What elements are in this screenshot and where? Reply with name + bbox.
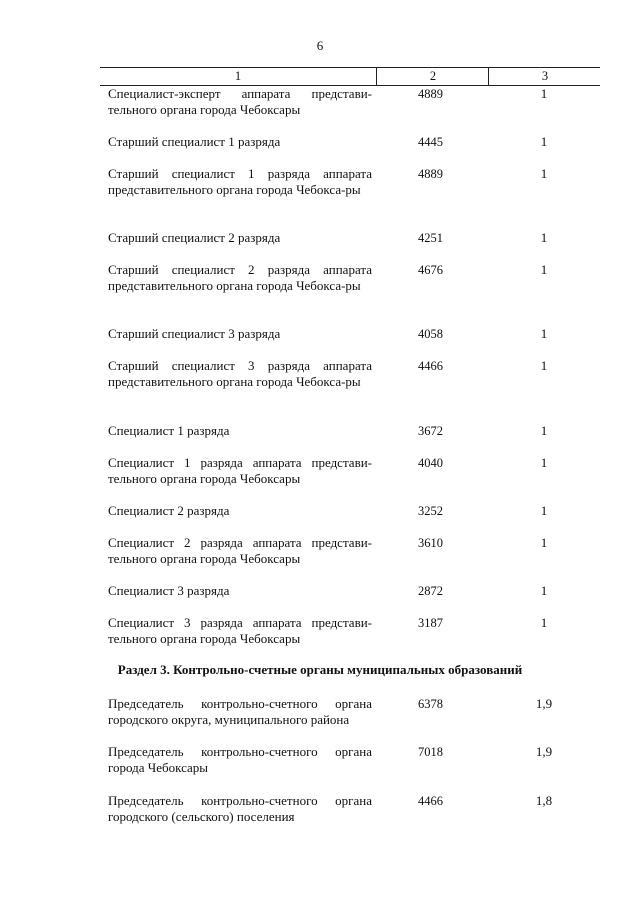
position-name: Старший специалист 3 разряда аппарата представительного органа города Чебокса-ры [108,358,372,389]
salary-value: 3672 [418,424,443,438]
coefficient-value: 1 [540,134,548,149]
salary-value: 6378 [418,697,443,711]
coefficient-value: 1 [540,230,548,245]
position-name: Специалист 1 разряда [108,423,230,438]
position-name: Старший специалист 3 разряда [108,326,281,341]
salary-value: 3187 [418,616,443,630]
coefficient-value: 1 [540,86,548,101]
salary-value: 4466 [418,359,443,373]
position-name: Старший специалист 1 разряда [108,134,281,149]
salary-value: 2872 [418,584,443,598]
salary-value: 4251 [418,231,443,245]
position-name: Старший специалист 1 разряда аппарата представительного органа города Чебокса-ры [108,166,372,197]
header-col-3: 3 [488,68,601,85]
coefficient-value: 1,8 [535,793,553,808]
salary-value: 4889 [418,87,443,101]
salary-value: 4040 [418,456,443,470]
coefficient-value: 1,9 [535,744,553,759]
coefficient-value: 1 [540,583,548,598]
coefficient-value: 1 [540,423,548,438]
salary-value: 3610 [418,536,443,550]
coefficient-value: 1 [540,262,548,277]
salary-value: 4058 [418,327,443,341]
position-name: Специалист 3 разряда [108,583,230,598]
position-name: Специалист-эксперт аппарата представи-тельного органа города Чебоксары [108,86,372,117]
coefficient-value: 1,9 [535,696,553,711]
coefficient-value: 1 [540,455,548,470]
header-col-1: 1 [234,69,242,83]
position-name: Специалист 2 разряда аппарата представи-тельного органа города Чебоксары [108,535,372,566]
coefficient-value: 1 [540,535,548,550]
section-title: Раздел 3. Контрольно-счетные органы муниципальных образований [117,662,523,677]
coefficient-value: 1 [540,326,548,341]
position-name: Председатель контрольно-счетного органа города Чебоксары [108,744,372,775]
table-header [100,67,600,86]
salary-value: 7018 [418,745,443,759]
position-name: Старший специалист 2 разряда [108,230,281,245]
coefficient-value: 1 [540,358,548,373]
page-number: 6 [316,38,324,53]
position-name: Старший специалист 2 разряда аппарата представительного органа города Чебокса-ры [108,262,372,293]
position-name: Председатель контрольно-счетного органа городского (сельского) поселения [108,793,372,824]
position-name: Председатель контрольно-счетного органа городского округа, муниципального района [108,696,372,727]
coefficient-value: 1 [540,503,548,518]
salary-value: 4445 [418,135,443,149]
coefficient-value: 1 [540,615,548,630]
salary-value: 4466 [418,794,443,808]
header-col-2: 2 [376,68,489,85]
salary-value: 3252 [418,504,443,518]
position-name: Специалист 2 разряда [108,503,230,518]
salary-value: 4889 [418,167,443,181]
coefficient-value: 1 [540,166,548,181]
position-name: Специалист 3 разряда аппарата представи-тельного органа города Чебоксары [108,615,372,646]
position-name: Специалист 1 разряда аппарата представи-тельного органа города Чебоксары [108,455,372,486]
salary-value: 4676 [418,263,443,277]
